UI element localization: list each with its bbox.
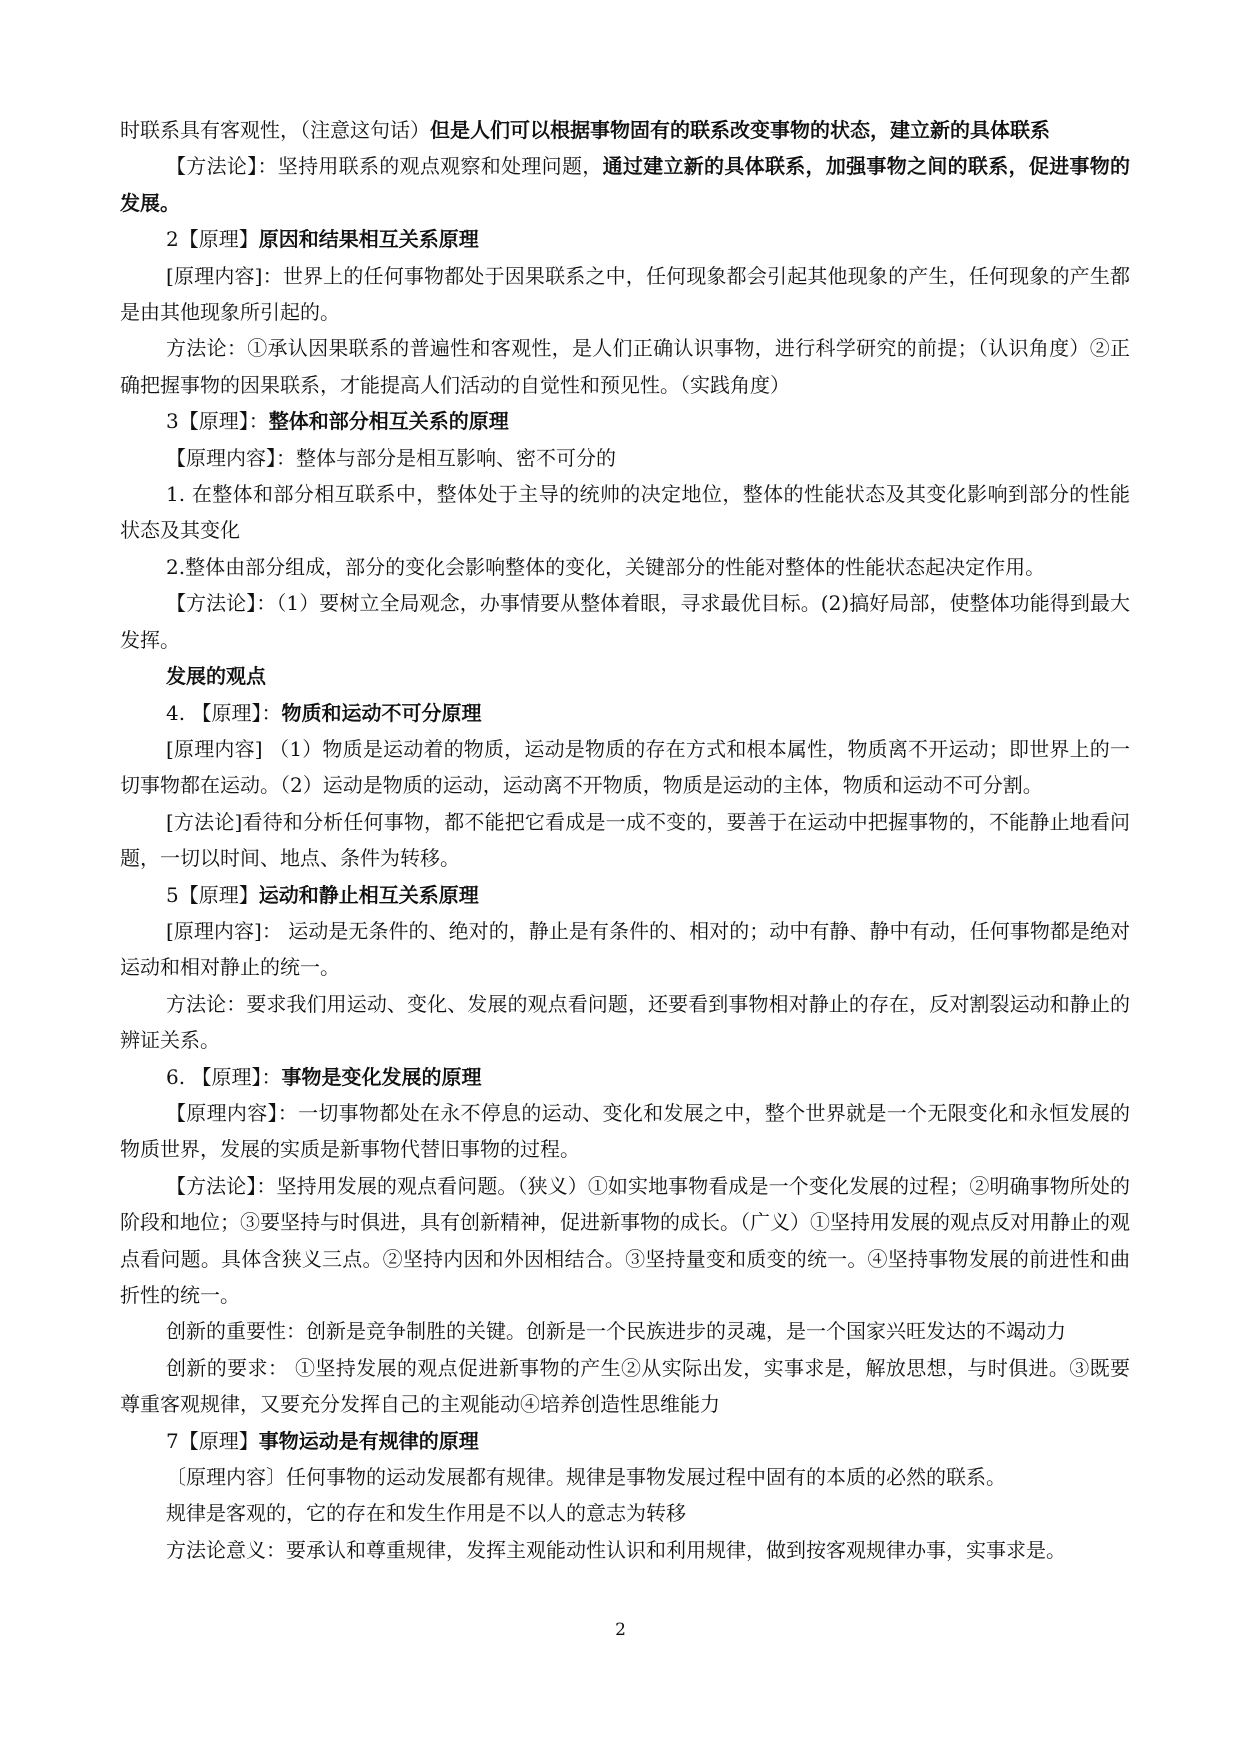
text-run: [原理内容]： 运动是无条件的、绝对的，静止是有条件的、相对的；动中有静、静中有动，任何事物都是绝对运动和相对静止的统一。	[120, 918, 1130, 980]
text-run: 2.整体由部分组成，部分的变化会影响整体的变化，关键部分的性能对整体的性能状态起决定作用。	[166, 554, 1046, 579]
text-run: 5【原理】	[166, 882, 259, 907]
paragraph	[120, 1350, 1130, 1423]
paragraph	[120, 1423, 1130, 1459]
document-body	[120, 112, 1130, 1568]
text-run: 1. 在整体和部分相互联系中，整体处于主导的统帅的决定地位，整体的性能状态及其变化影响到部分的性能状态及其变化	[120, 482, 1130, 543]
paragraph	[120, 403, 1130, 439]
bold-text: 发展的观点	[166, 664, 266, 689]
paragraph	[120, 1168, 1130, 1314]
paragraph	[120, 804, 1130, 877]
text-run: 6. 【原理】：	[166, 1064, 282, 1089]
paragraph	[120, 221, 1130, 257]
paragraph	[120, 695, 1130, 731]
paragraph	[120, 258, 1130, 331]
text-run: 规律是客观的，它的存在和发生作用是不以人的意志为转移	[166, 1501, 686, 1526]
paragraph	[120, 731, 1130, 804]
paragraph	[120, 1095, 1130, 1168]
paragraph	[120, 585, 1130, 658]
paragraph	[120, 440, 1130, 476]
page-number: 2	[615, 1620, 626, 1640]
paragraph	[120, 986, 1130, 1059]
paragraph	[120, 658, 1130, 694]
text-run: 方法论：①承认因果联系的普遍性和客观性，是人们正确认识事物，进行科学研究的前提；（认识角度）②正确把握事物的因果联系，才能提高人们活动的自觉性和预见性。（实践角度）	[120, 336, 1130, 397]
text-run: 〔原理内容〕任何事物的运动发展都有规律。规律是事物发展过程中固有的本质的必然的联系。	[166, 1465, 1006, 1490]
paragraph	[120, 549, 1130, 585]
bold-text: 事物运动是有规律的原理	[258, 1428, 479, 1453]
bold-text: 原因和结果相互关系原理	[258, 227, 479, 252]
text-run: 【原理内容】：一切事物都处在永不停息的运动、变化和发展之中，整个世界就是一个无限变化和永恒发展的物质世界，发展的实质是新事物代替旧事物的过程。	[120, 1100, 1130, 1162]
text-run: 方法论：要求我们用运动、变化、发展的观点看问题，还要看到事物相对静止的存在，反对割裂运动和静止的辨证关系。	[120, 991, 1130, 1053]
paragraph	[120, 148, 1130, 221]
text-run: 7【原理】	[166, 1428, 259, 1453]
paragraph	[120, 1059, 1130, 1095]
text-run: 时联系具有客观性，（注意这句话）	[120, 118, 430, 142]
paragraph	[120, 476, 1130, 549]
paragraph	[120, 1459, 1130, 1495]
text-run: 【方法论】：坚持用联系的观点观察和处理问题，	[166, 154, 603, 179]
paragraph	[120, 1532, 1130, 1568]
text-run: 【方法论】：坚持用发展的观点看问题。（狭义）①如实地事物看成是一个变化发展的过程；②明确事物所处的阶段和地位；③要坚持与时俱进，具有创新精神，促进新事物的成长。（广义）①坚持用发展的观点反对用静止的观点看问题。具体含狭义三点。②坚持内因和外因相结合。③坚持量变和质变的统一。④坚持事物发展的前进性和曲折性的统一。	[120, 1173, 1130, 1307]
bold-text: 但是人们可以根据事物固有的联系改变事物的状态，建立新的具体联系	[430, 118, 1050, 142]
bold-text: 整体和部分相互关系的原理	[268, 409, 509, 434]
text-run: 4. 【原理】：	[166, 700, 282, 725]
text-run: 方法论意义：要承认和尊重规律，发挥主观能动性认识和利用规律，做到按客观规律办事，实事求是。	[166, 1537, 1066, 1562]
bold-text: 事物是变化发展的原理	[281, 1064, 482, 1089]
text-run: [原理内容] （1）物质是运动着的物质，运动是物质的存在方式和根本属性，物质离不开运动；即世界上的一切事物都在运动。（2）运动是物质的运动，运动离不开物质，物质是运动的主体，物质和运动不可分割。	[120, 736, 1130, 798]
paragraph	[120, 330, 1130, 403]
text-run: 2【原理】	[166, 227, 259, 252]
bold-text: 物质和运动不可分原理	[281, 700, 482, 725]
text-run: 3【原理】：	[166, 409, 269, 434]
paragraph	[120, 877, 1130, 913]
text-run: [原理内容]：世界上的任何事物都处于因果联系之中，任何现象都会引起其他现象的产生，任何现象的产生都是由其他现象所引起的。	[120, 263, 1130, 325]
paragraph	[120, 112, 1130, 148]
paragraph	[120, 913, 1130, 986]
text-run: 创新的重要性：创新是竞争制胜的关键。创新是一个民族进步的灵魂，是一个国家兴旺发达的不竭动力	[166, 1319, 1066, 1344]
paragraph	[120, 1495, 1130, 1531]
text-run: [方法论]看待和分析任何事物，都不能把它看成是一成不变的，要善于在运动中把握事物的，不能静止地看问题，一切以时间、地点、条件为转移。	[120, 809, 1130, 871]
text-run: 创新的要求： ①坚持发展的观点促进新事物的产生②从实际出发，实事求是，解放思想，与时俱进。③既要尊重客观规律，又要充分发挥自己的主观能动④培养创造性思维能力	[120, 1355, 1130, 1417]
text-run: 【方法论】：（1）要树立全局观念，办事情要从整体着眼，寻求最优目标。(2)搞好局部，使整体功能得到最大发挥。	[120, 591, 1130, 652]
bold-text: 运动和静止相互关系原理	[258, 882, 479, 907]
paragraph	[120, 1313, 1130, 1349]
bold-text: 通过建立新的具体联系，加强事物之间的联系，促进事物的发展。	[120, 154, 1131, 215]
text-run: 【原理内容】：整体与部分是相互影响、密不可分的	[166, 445, 616, 470]
